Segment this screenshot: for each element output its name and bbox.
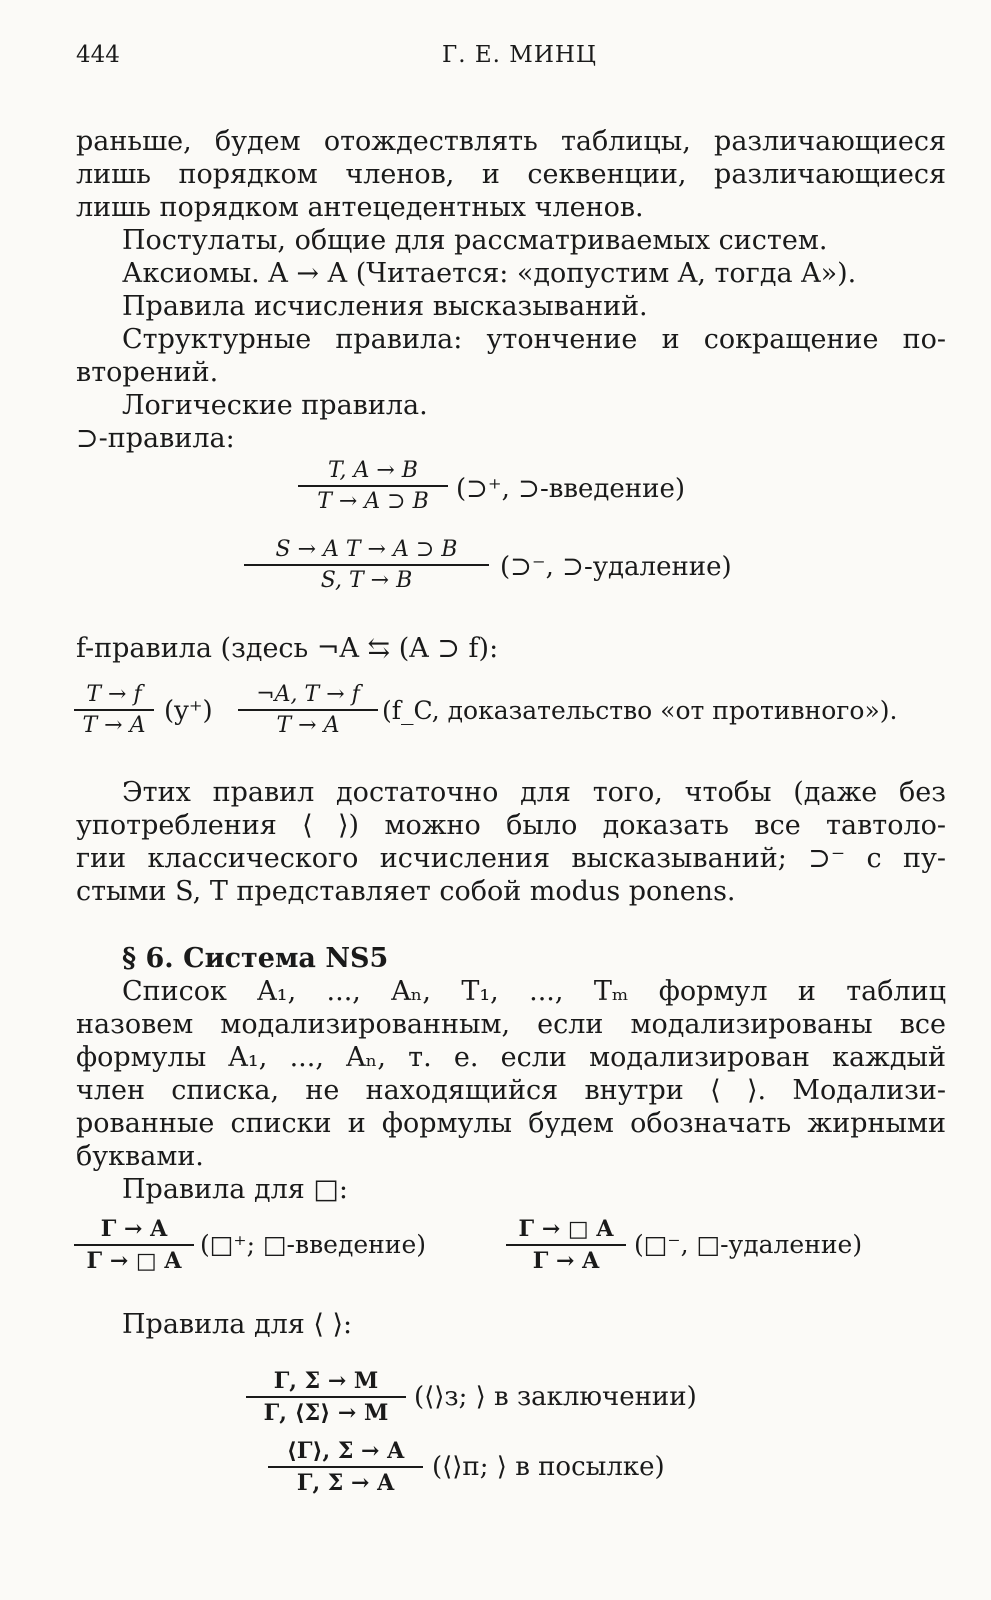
- text-line: Правила исчисления высказываний.: [122, 291, 648, 322]
- text-line: употребления ⟨ ⟩) можно было доказать все тавтоло-: [76, 810, 946, 841]
- text-line: назовем модализированным, если модализированы все: [76, 1009, 946, 1040]
- page-number: 444: [76, 42, 120, 68]
- text-line: Постулаты, общие для рассматриваемых систем.: [122, 225, 828, 256]
- text-line: стыми S, T представляет собой modus ponens.: [76, 876, 736, 907]
- text-line: ⊃-правила:: [76, 423, 235, 454]
- rule-box-elim-name: (□⁻, □-удаление): [634, 1230, 863, 1259]
- text-line: Правила для ⟨ ⟩:: [122, 1309, 353, 1340]
- rule-angle-conclusion: $\frac{\Gamma, \Sigma \to M}{\Gamma, ⟨\Sigma⟩ \to M}$: [246, 1368, 406, 1426]
- text-line: лишь порядком антецедентных членов.: [76, 192, 644, 223]
- text-line: лишь порядком членов, и секвенции, различающиеся: [76, 159, 946, 190]
- rule-f-y: $\frac{T \to f}{T \to A}$: [74, 682, 154, 738]
- text-line: буквами.: [76, 1141, 204, 1172]
- rule-imp-intro-name: (⊃⁺, ⊃-введение): [456, 474, 685, 504]
- rule-imp-elim: $\frac{\text{S → A T → A ⊃ B}}{S, T \to B}$: [244, 537, 489, 593]
- text-line: Правила для □:: [122, 1174, 348, 1205]
- text-line: раньше, будем отождествлять таблицы, различающиеся: [76, 126, 946, 157]
- running-title: Г. Е. МИНЦ: [442, 42, 597, 68]
- text-line: формулы A₁, ..., Aₙ, т. е. если модализирован каждый: [76, 1042, 946, 1073]
- text-line: рованные списки и формулы будем обозначать жирными: [76, 1108, 946, 1139]
- section-heading: § 6. Система NS5: [122, 943, 389, 974]
- text-line: f-правила (здесь ¬A ⇆ (A ⊃ f):: [76, 633, 499, 664]
- rule-angle-premise-name: (⟨⟩п; ⟩ в посылке): [432, 1452, 665, 1482]
- rule-box-intro: $\frac{\Gamma \to A}{\Gamma \to □ A}$: [74, 1216, 194, 1274]
- rule-imp-intro: $\frac{T, A \to B}{T \to A ⊃ B}$: [298, 458, 448, 514]
- rule-f-y-name: (y⁺): [164, 696, 213, 726]
- text-line: вторений.: [76, 357, 219, 388]
- text-line: Аксиомы. A → A (Читается: «допустим A, тогда A»).: [122, 258, 857, 289]
- rule-angle-premise: $\frac{⟨\Gamma⟩, \Sigma \to A}{\Gamma, \Sigma \to A}$: [268, 1438, 423, 1496]
- rule-box-elim: $\frac{\Gamma \to □ A}{\Gamma \to A}$: [506, 1216, 626, 1274]
- text-line: Этих правил достаточно для того, чтобы (даже без: [122, 777, 946, 808]
- rule-box-intro-name: (□⁺; □-введение): [200, 1230, 427, 1259]
- text-line: Список A₁, ..., Aₙ, T₁, ..., Tₘ формул и таблиц: [122, 976, 946, 1007]
- text-line: Логические правила.: [122, 390, 428, 421]
- rule-imp-elim-name: (⊃⁻, ⊃-удаление): [500, 552, 732, 582]
- text-line: Структурные правила: утончение и сокращение по-: [122, 324, 946, 355]
- text-line: гии классического исчисления высказываний; ⊃⁻ с пу-: [76, 843, 946, 874]
- text-line: член списка, не находящийся внутри ⟨ ⟩. Модализи-: [76, 1075, 946, 1106]
- page-header: [76, 42, 941, 82]
- rule-angle-conclusion-name: (⟨⟩з; ⟩ в заключении): [414, 1382, 697, 1412]
- rule-f-c: $\frac{\neg A, T \to f}{T \to A}$: [238, 682, 378, 738]
- rule-f-c-name: (f_C, доказательство «от противного»).: [382, 696, 898, 725]
